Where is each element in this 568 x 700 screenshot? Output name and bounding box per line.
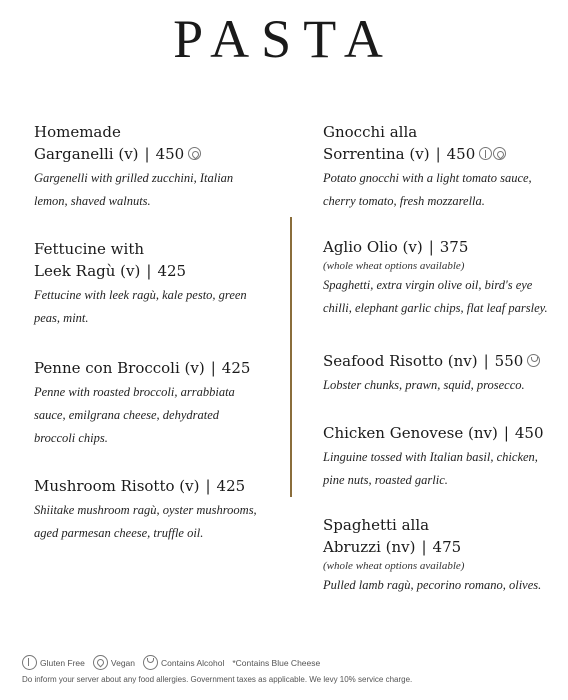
- dish-price: 475: [432, 538, 462, 556]
- dish-name-line: Gnocchi alla: [323, 123, 418, 141]
- legend-label: Vegan: [110, 657, 136, 668]
- gluten-free-icon: [22, 655, 37, 670]
- separator: |: [421, 538, 427, 556]
- desc-line: broccoli chips.: [34, 431, 108, 445]
- desc-line: Pulled lamb ragù, pecorino romano, olives.: [323, 578, 542, 592]
- desc-line: Gargenelli with grilled zucchini, Italian: [34, 171, 234, 185]
- dish-price: 425: [157, 262, 187, 280]
- dish-name-text: Aglio Olio (v): [323, 238, 423, 256]
- dish-description: [323, 274, 548, 320]
- vegan-icon: [493, 147, 506, 160]
- dish-description: [34, 284, 247, 330]
- desc-line: Penne with roasted broccoli, arrabbiata: [34, 385, 235, 399]
- dish-spaghetti-abruzzi: [323, 514, 541, 597]
- dish-description: [323, 167, 532, 213]
- vegan-icon: [93, 655, 108, 670]
- desc-line: Shiitake mushroom ragù, oyster mushrooms,: [34, 503, 257, 517]
- dish-description: [34, 167, 233, 213]
- legend-alcohol: [143, 655, 224, 670]
- separator: |: [146, 262, 152, 280]
- dish-price: 550: [494, 352, 524, 370]
- separator: |: [428, 238, 434, 256]
- legend-label: Contains Alcohol: [161, 657, 225, 668]
- alcohol-icon: [143, 655, 158, 670]
- dish-name-price: [323, 236, 548, 258]
- gluten-free-icon: [479, 147, 492, 160]
- alcohol-icon: [527, 354, 540, 367]
- dish-description: [34, 499, 257, 545]
- dish-name-text: Chicken Genovese (nv): [323, 424, 498, 442]
- dish-name-price: [323, 536, 541, 558]
- desc-line: sauce, emilgrana cheese, dehydrated: [34, 408, 220, 422]
- desc-line: peas, mint.: [34, 311, 89, 325]
- dish-price: 450: [155, 145, 185, 163]
- dish-mushroom-risotto: [34, 475, 257, 545]
- dish-fettucine: [34, 238, 247, 330]
- dish-chicken-genovese: [323, 422, 544, 492]
- dish-name-price: [34, 357, 250, 379]
- dish-name-price: [34, 475, 257, 497]
- dish-description: [34, 381, 250, 450]
- separator: |: [205, 477, 211, 495]
- dish-option-note: (whole wheat options available): [323, 560, 465, 572]
- footer-note: Do inform your server about any food allergies. Government taxes as applicable. We levy 10% service charge.: [22, 675, 413, 684]
- separator: |: [435, 145, 441, 163]
- desc-line: Linguine tossed with Italian basil, chicken,: [323, 450, 538, 464]
- dish-name-text: Sorrentina (v): [323, 145, 430, 163]
- separator: |: [483, 352, 489, 370]
- legend-label: Gluten Free: [40, 657, 85, 668]
- dish-seafood-risotto: [323, 350, 540, 397]
- dish-name-price: [34, 260, 247, 282]
- dish-penne: [34, 357, 250, 450]
- desc-line: lemon, shaved walnuts.: [34, 194, 151, 208]
- dish-description: [323, 374, 540, 397]
- page-title: PASTA: [173, 9, 395, 69]
- dish-name-price: [323, 143, 532, 165]
- dish-name-text: Garganelli (v): [34, 145, 139, 163]
- dish-price: 425: [221, 359, 251, 377]
- legend: [22, 655, 320, 670]
- dish-price: 450: [514, 424, 544, 442]
- dish-gnocchi: [323, 121, 532, 213]
- legend-vegan: [93, 655, 135, 670]
- dish-name-text: Penne con Broccoli (v): [34, 359, 205, 377]
- dish-garganelli: [34, 121, 233, 213]
- separator: |: [503, 424, 509, 442]
- dish-name-price: [34, 143, 233, 165]
- desc-line: Spaghetti, extra virgin olive oil, bird's eye: [323, 278, 533, 292]
- dish-price: 425: [216, 477, 246, 495]
- desc-line: pine nuts, roasted garlic.: [323, 473, 448, 487]
- dish-name-line: Homemade: [34, 123, 121, 141]
- dish-name-text: Seafood Risotto (nv): [323, 352, 478, 370]
- dish-price: 450: [446, 145, 476, 163]
- desc-line: Potato gnocchi with a light tomato sauce,: [323, 171, 532, 185]
- dish-description: [323, 574, 541, 597]
- vegan-icon: [188, 147, 201, 160]
- separator: |: [144, 145, 150, 163]
- desc-line: Lobster chunks, prawn, squid, prosecco.: [323, 378, 525, 392]
- dish-name-text: Leek Ragù (v): [34, 262, 141, 280]
- desc-line: aged parmesan cheese, truffle oil.: [34, 526, 204, 540]
- desc-line: Fettucine with leek ragù, kale pesto, green: [34, 288, 247, 302]
- dish-name-text: Mushroom Risotto (v): [34, 477, 200, 495]
- dish-option-note: (whole wheat options available): [323, 260, 465, 272]
- legend-gluten-free: [22, 655, 85, 670]
- dish-price: 375: [439, 238, 469, 256]
- dish-name-line: Spaghetti alla: [323, 516, 430, 534]
- separator: |: [210, 359, 216, 377]
- dish-aglio-olio: [323, 236, 548, 320]
- legend-blue-cheese: *Contains Blue Cheese: [232, 657, 321, 668]
- column-divider: [290, 217, 292, 497]
- dish-name-text: Abruzzi (nv): [323, 538, 416, 556]
- dish-name-price: [323, 422, 544, 444]
- dish-description: [323, 446, 544, 492]
- desc-line: cherry tomato, fresh mozzarella.: [323, 194, 485, 208]
- dish-name-line: Fettucine with: [34, 240, 145, 258]
- desc-line: chilli, elephant garlic chips, flat leaf parsley.: [323, 301, 548, 315]
- dish-name-price: [323, 350, 540, 372]
